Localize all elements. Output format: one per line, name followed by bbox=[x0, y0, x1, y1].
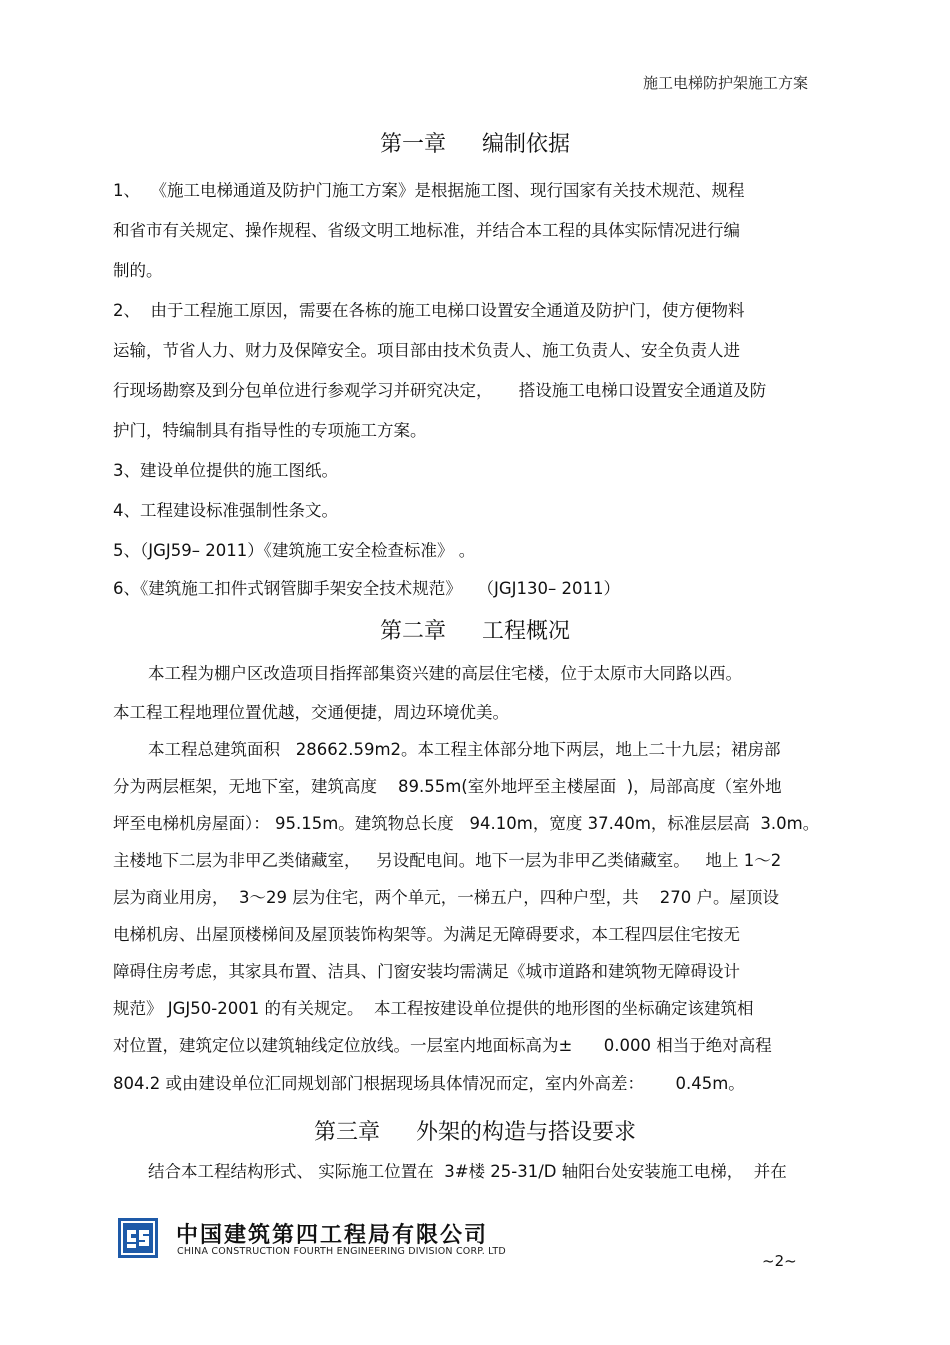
body-line: 层为商业用房， 3～29 层为住宅，两个单元，一梯五户，四种户型，共 270 户。屋顶设 bbox=[113, 888, 779, 907]
body-line: 4、工程建设标准强制性条文。 bbox=[113, 501, 338, 520]
company-logo-icon bbox=[118, 1218, 158, 1258]
page-number: ~2~ bbox=[762, 1252, 797, 1270]
body-line: 本工程总建筑面积 28662.59m2。本工程主体部分地下两层，地上二十九层；裙房部 bbox=[148, 740, 781, 759]
body-line: 制的。 bbox=[113, 261, 163, 280]
chapter-1-heading bbox=[0, 127, 950, 158]
chapter-3-heading bbox=[0, 1115, 950, 1146]
body-line: 5、（JGJ59– 2011）《建筑施工安全检查标准》 。 bbox=[113, 541, 476, 560]
body-line: 坪至电梯机房屋面）： 95.15m。建筑物总长度 94.10m，宽度 37.40m，标准层层高 3.0m。 bbox=[113, 814, 820, 833]
body-line: 规范》 JGJ50-2001 的有关规定。 本工程按建设单位提供的地形图的坐标确定该建筑相 bbox=[113, 999, 754, 1018]
chapter-1-number: 第一章 bbox=[379, 132, 446, 157]
chapter-2-title: 工程概况 bbox=[482, 619, 571, 644]
chapter-2-number: 第二章 bbox=[379, 619, 446, 644]
chapter-2-heading bbox=[0, 614, 950, 645]
body-line: 电梯机房、出屋顶楼梯间及屋顶装饰构架等。为满足无障碍要求，本工程四层住宅按无 bbox=[113, 925, 740, 944]
body-line: 主楼地下二层为非甲乙类储藏室， 另设配电间。地下一层为非甲乙类储藏室。 地上 1～2 bbox=[113, 851, 782, 870]
body-line: 分为两层框架，无地下室，建筑高度 89.55m(室外地坪至主楼屋面 )，局部高度（室外地 bbox=[113, 777, 782, 796]
body-line: 1、 《施工电梯通道及防护门施工方案》是根据施工图、现行国家有关技术规范、规程 bbox=[113, 181, 745, 200]
body-line: 本工程为棚户区改造项目指挥部集资兴建的高层住宅楼，位于太原市大同路以西。 bbox=[148, 664, 742, 683]
body-line: 3、建设单位提供的施工图纸。 bbox=[113, 461, 338, 480]
body-line: 护门，特编制具有指导性的专项施工方案。 bbox=[113, 421, 427, 440]
body-line: 运输，节省人力、财力及保障安全。项目部由技术负责人、施工负责人、安全负责人进 bbox=[113, 341, 740, 360]
chapter-3-number: 第三章 bbox=[313, 1120, 380, 1145]
body-line: 结合本工程结构形式、 实际施工位置在 3#楼 25-31/D 轴阳台处安装施工电梯， 并在 bbox=[148, 1162, 787, 1181]
body-line: 和省市有关规定、操作规程、省级文明工地标准，并结合本工程的具体实际情况进行编 bbox=[113, 221, 740, 240]
page-header-title: 施工电梯防护架施工方案 bbox=[642, 74, 808, 92]
body-line: 2、 由于工程施工原因，需要在各栋的施工电梯口设置安全通道及防护门，使方便物料 bbox=[113, 301, 745, 320]
company-name-cn: 中国建筑第四工程局有限公司 bbox=[176, 1223, 489, 1248]
body-line: 804.2 或由建设单位汇同规划部门根据现场具体情况而定，室内外高差： 0.45m。 bbox=[113, 1074, 745, 1093]
chapter-3-title: 外架的构造与搭设要求 bbox=[416, 1120, 637, 1145]
body-line: 对位置，建筑定位以建筑轴线定位放线。一层室内地面标高为± 0.000 相当于绝对高程 bbox=[113, 1036, 772, 1055]
body-line: 6、《建筑施工扣件式钢管脚手架安全技术规范》 （JGJ130– 2011） bbox=[113, 579, 620, 598]
body-line: 障碍住房考虑，其家具布置、洁具、门窗安装均需满足《城市道路和建筑物无障碍设计 bbox=[113, 962, 740, 981]
chapter-1-title: 编制依据 bbox=[482, 132, 571, 157]
body-line: 行现场勘察及到分包单位进行参观学习并研究决定， 搭设施工电梯口设置安全通道及防 bbox=[113, 381, 767, 400]
body-line: 本工程工程地理位置优越，交通便捷，周边环境优美。 bbox=[113, 703, 509, 722]
company-name-en: CHINA CONSTRUCTION FOURTH ENGINEERING DIVISION CORP. LTD bbox=[177, 1246, 506, 1257]
